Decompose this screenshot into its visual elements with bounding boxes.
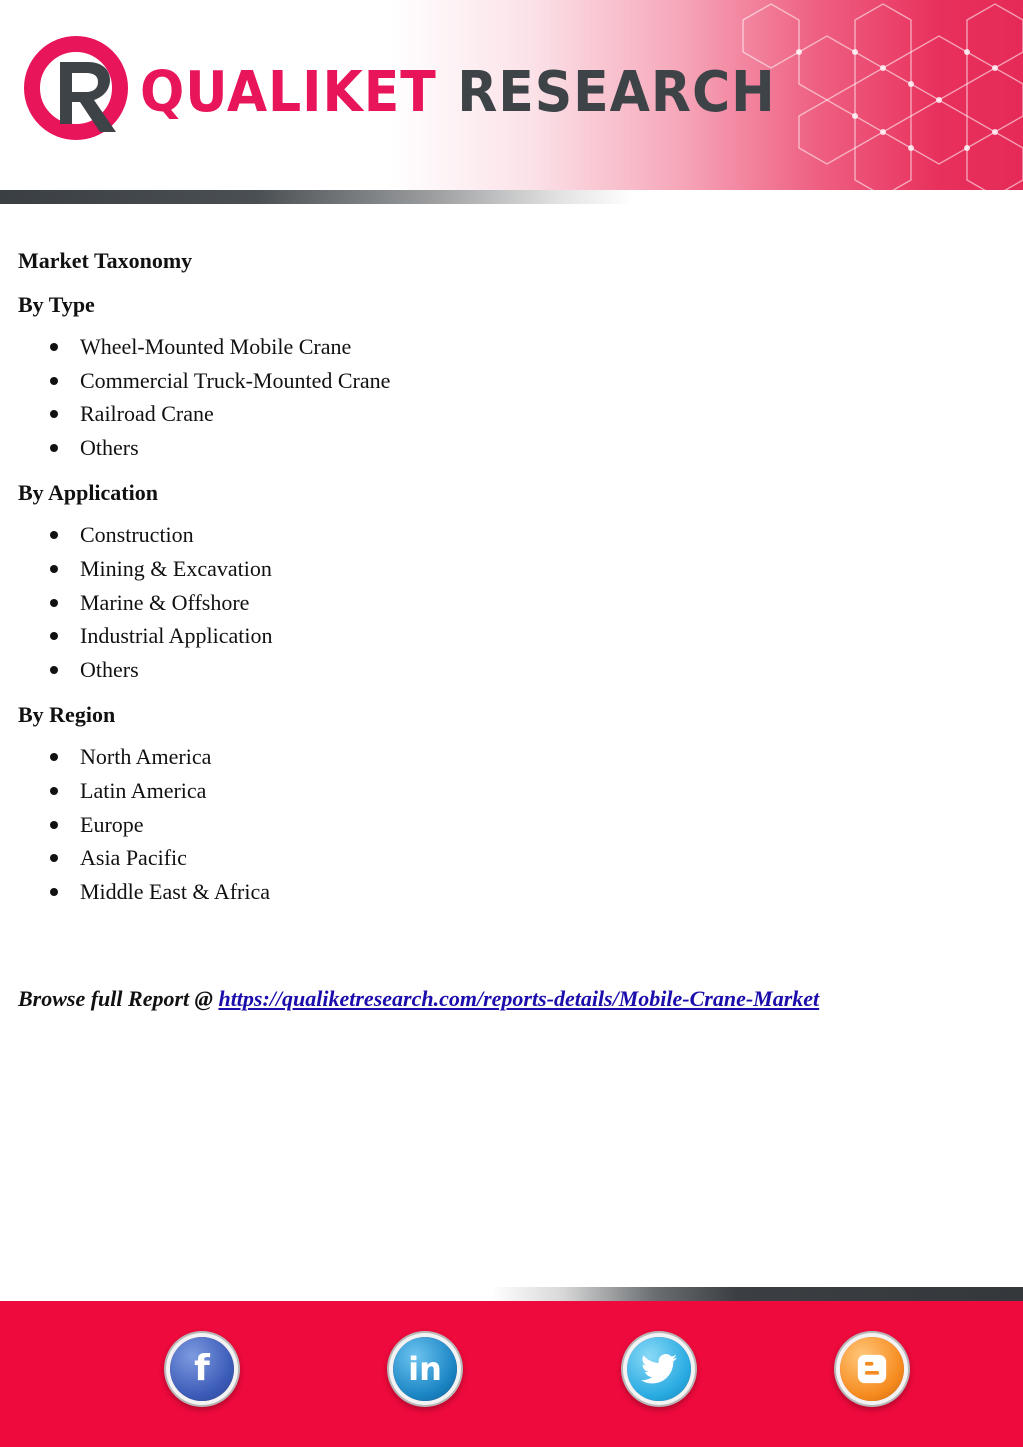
list-item: Railroad Crane bbox=[18, 397, 1008, 431]
bullet-icon bbox=[50, 821, 58, 829]
page-title: Market Taxonomy bbox=[18, 248, 193, 273]
application-list bbox=[18, 518, 1008, 686]
bullet-icon bbox=[50, 854, 58, 862]
browse-label: Browse full Report @ bbox=[18, 986, 213, 1011]
list-item: Others bbox=[18, 431, 1008, 465]
section-heading: By Application bbox=[18, 480, 158, 506]
section-heading: By Region bbox=[18, 702, 116, 728]
bullet-icon bbox=[50, 410, 58, 418]
page-header bbox=[0, 0, 1023, 190]
bullet-icon bbox=[50, 565, 58, 573]
list-item: Europe bbox=[18, 808, 1008, 842]
brand-name-part1: QUALIKET bbox=[140, 59, 437, 125]
blogger-b-glyph bbox=[855, 1352, 889, 1386]
bullet-icon bbox=[50, 599, 58, 607]
page-footer bbox=[0, 1301, 1023, 1447]
list-item: Construction bbox=[18, 518, 1008, 552]
list-item: Asia Pacific bbox=[18, 841, 1008, 875]
bullet-icon bbox=[50, 343, 58, 351]
bullet-icon bbox=[50, 753, 58, 761]
section-by-region bbox=[18, 700, 1008, 908]
section-heading: By Type bbox=[18, 292, 95, 317]
list-item: Wheel-Mounted Mobile Crane bbox=[18, 330, 1008, 364]
header-divider-bar bbox=[0, 190, 1023, 204]
list-item: Middle East & Africa bbox=[18, 875, 1008, 909]
list-item: Latin America bbox=[18, 774, 1008, 808]
report-link[interactable]: https://qualiketresearch.com/reports-details/Mobile-Crane-Market bbox=[218, 986, 820, 1011]
blogger-icon[interactable] bbox=[840, 1337, 904, 1401]
list-item: Others bbox=[18, 653, 1008, 687]
taxonomy-content bbox=[18, 246, 1008, 922]
linkedin-icon[interactable] bbox=[393, 1337, 457, 1401]
bullet-icon bbox=[50, 531, 58, 539]
bullet-icon bbox=[50, 666, 58, 674]
brand-wordmark bbox=[140, 59, 776, 125]
list-item: Mining & Excavation bbox=[18, 552, 1008, 586]
footer-divider-bar bbox=[0, 1287, 1023, 1301]
bullet-icon bbox=[50, 632, 58, 640]
bullet-icon bbox=[50, 888, 58, 896]
type-list bbox=[18, 330, 1008, 464]
bullet-icon bbox=[50, 377, 58, 385]
list-item: Commercial Truck-Mounted Crane bbox=[18, 364, 1008, 398]
twitter-bird-glyph bbox=[641, 1354, 677, 1384]
twitter-icon[interactable] bbox=[627, 1337, 691, 1401]
section-by-type bbox=[18, 290, 1008, 464]
bullet-icon bbox=[50, 444, 58, 452]
brand-name-part2: RESEARCH bbox=[457, 59, 776, 125]
linkedin-glyph: in bbox=[408, 1350, 442, 1388]
list-item: Industrial Application bbox=[18, 619, 1008, 653]
facebook-glyph: f bbox=[194, 1348, 210, 1389]
list-item: North America bbox=[18, 740, 1008, 774]
browse-report-line bbox=[18, 986, 819, 1012]
section-by-application bbox=[18, 478, 1008, 686]
region-list bbox=[18, 740, 1008, 908]
bullet-icon bbox=[50, 787, 58, 795]
facebook-icon[interactable] bbox=[170, 1337, 234, 1401]
qualiket-logo bbox=[22, 32, 134, 150]
list-item: Marine & Offshore bbox=[18, 586, 1008, 620]
